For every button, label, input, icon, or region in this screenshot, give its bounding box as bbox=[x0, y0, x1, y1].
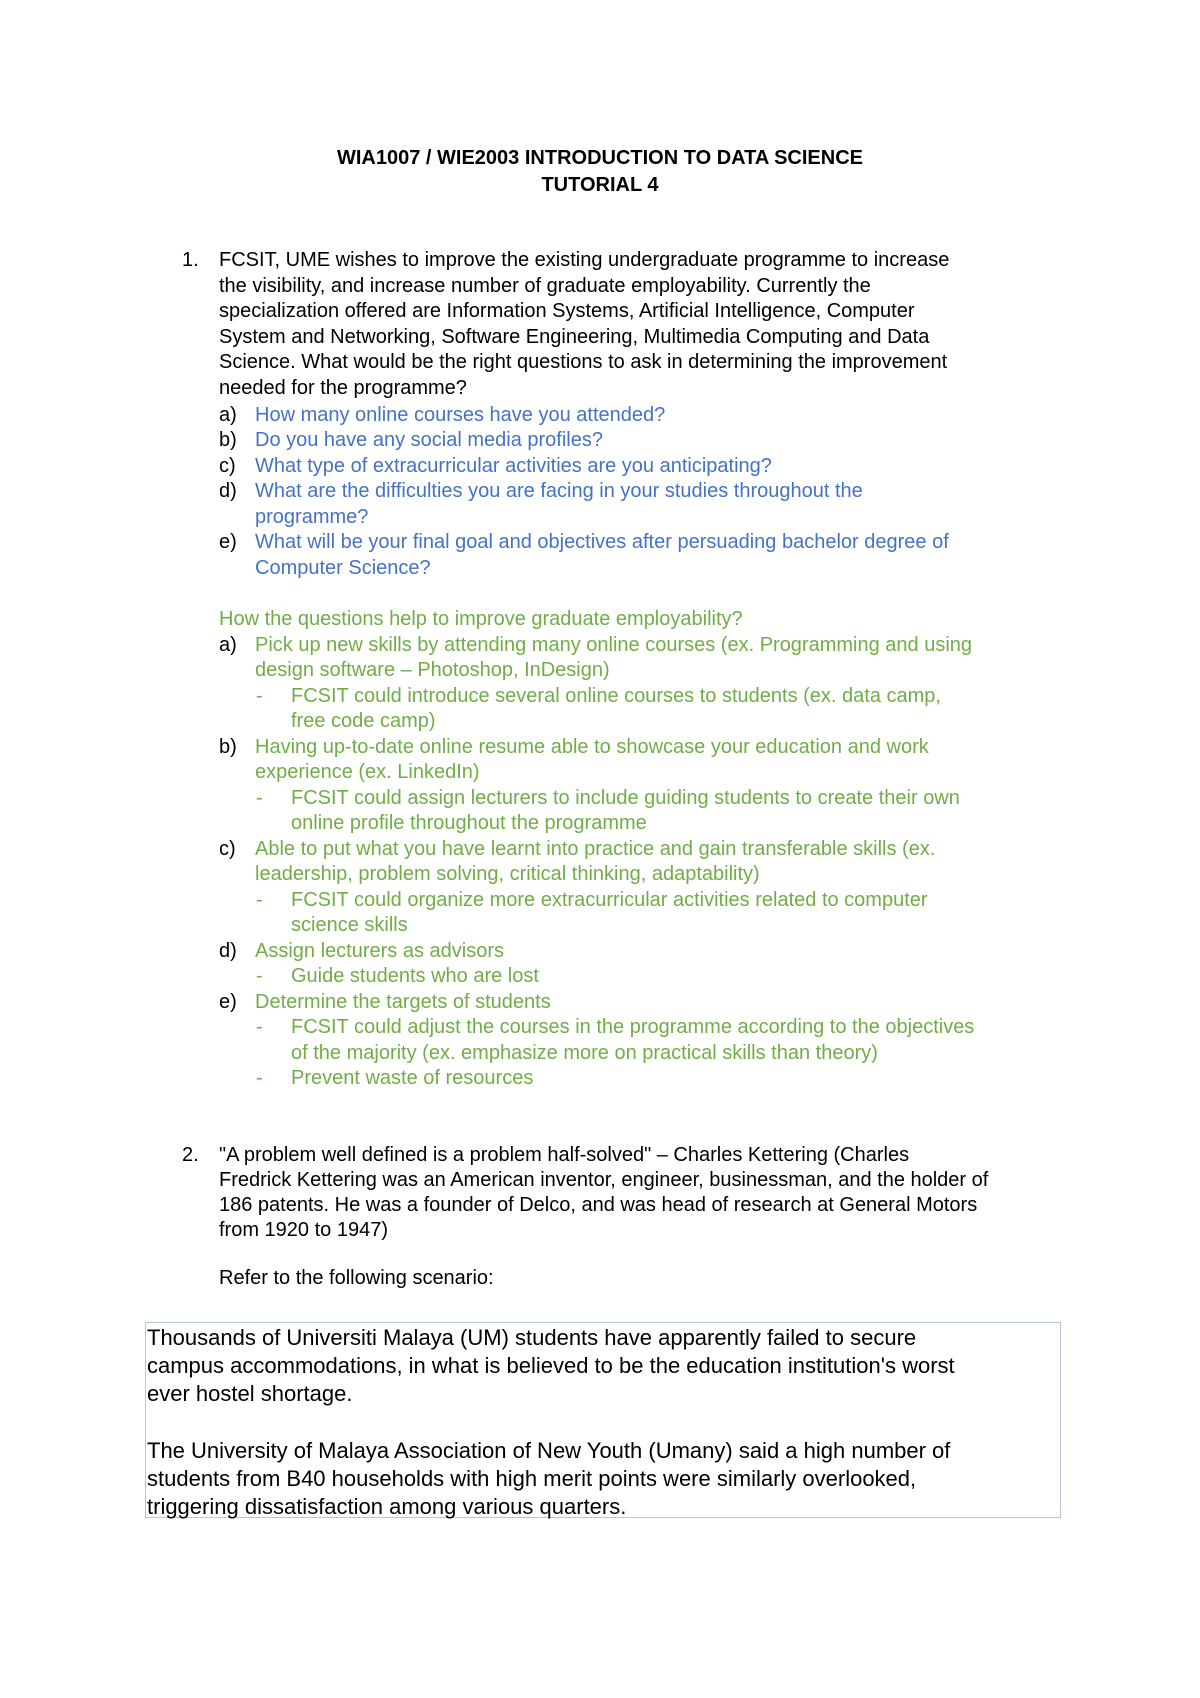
bullet-dash: - bbox=[256, 1016, 263, 1038]
improvement-subtext: of the majority (ex. emphasize more on practical skills than theory) bbox=[291, 1042, 878, 1064]
scenario-text: campus accommodations, in what is believed to be the education institution's worst bbox=[147, 1353, 955, 1378]
bullet-dash: - bbox=[256, 1067, 263, 1089]
improvement-label: a) bbox=[219, 634, 237, 656]
improvement-text: Having up-to-date online resume able to showcase your education and work bbox=[255, 736, 929, 758]
scenario-text: The University of Malaya Association of New Youth (Umany) said a high number of bbox=[147, 1438, 951, 1463]
improvement-subtext: FCSIT could introduce several online courses to students (ex. data camp, bbox=[291, 685, 941, 707]
tutorial-title: TUTORIAL 4 bbox=[541, 174, 659, 196]
improvement-subtext: Prevent waste of resources bbox=[291, 1067, 534, 1089]
question-number: 1. bbox=[182, 249, 199, 271]
bullet-dash: - bbox=[256, 787, 263, 809]
bullet-dash: - bbox=[256, 965, 263, 987]
improvement-label: c) bbox=[219, 838, 236, 860]
improvement-label: e) bbox=[219, 991, 237, 1013]
question-text: "A problem well defined is a problem half-solved" – Charles Kettering (Charles bbox=[219, 1144, 910, 1166]
scenario-text: students from B40 households with high merit points were similarly overlooked, bbox=[147, 1466, 917, 1491]
improvement-subtext: Guide students who are lost bbox=[291, 965, 539, 987]
improvement-subtext: FCSIT could adjust the courses in the programme according to the objectives bbox=[291, 1016, 975, 1038]
scenario-text: triggering dissatisfaction among various quarters. bbox=[147, 1494, 627, 1519]
question-text: Fredrick Kettering was an American inventor, engineer, businessman, and the holder of bbox=[219, 1169, 989, 1191]
answer-text: What will be your final goal and objectives after persuading bachelor degree of bbox=[255, 531, 949, 553]
answer-text: What are the difficulties you are facing in your studies throughout the bbox=[255, 480, 863, 502]
question-text: needed for the programme? bbox=[219, 377, 467, 399]
improvement-text: leadership, problem solving, critical thinking, adaptability) bbox=[255, 863, 760, 885]
improvement-label: d) bbox=[219, 940, 237, 962]
bullet-dash: - bbox=[256, 685, 263, 707]
question-text: 186 patents. He was a founder of Delco, and was head of research at General Motors bbox=[219, 1194, 978, 1216]
improvement-text: design software – Photoshop, InDesign) bbox=[255, 659, 610, 681]
question-text: specialization offered are Information Systems, Artificial Intelligence, Computer bbox=[219, 300, 915, 322]
answer-text: Do you have any social media profiles? bbox=[255, 429, 603, 451]
question-number: 2. bbox=[182, 1144, 199, 1166]
improvement-subtext: FCSIT could assign lecturers to include guiding students to create their own bbox=[291, 787, 960, 809]
answer-label: c) bbox=[219, 455, 236, 477]
improvement-subtext: free code camp) bbox=[291, 710, 436, 732]
answer-label: e) bbox=[219, 531, 237, 553]
improvement-label: b) bbox=[219, 736, 237, 758]
bullet-dash: - bbox=[256, 889, 263, 911]
answer-label: d) bbox=[219, 480, 237, 502]
improvement-text: Pick up new skills by attending many online courses (ex. Programming and using bbox=[255, 634, 973, 656]
question-text: from 1920 to 1947) bbox=[219, 1219, 388, 1241]
improvement-text: experience (ex. LinkedIn) bbox=[255, 761, 480, 783]
answer-text: How many online courses have you attended? bbox=[255, 404, 666, 426]
improvement-subtext: online profile throughout the programme bbox=[291, 812, 647, 834]
improvement-text: Assign lecturers as advisors bbox=[255, 940, 504, 962]
answer-text: What type of extracurricular activities are you anticipating? bbox=[255, 455, 772, 477]
question-text: FCSIT, UME wishes to improve the existing undergraduate programme to increase bbox=[219, 249, 950, 271]
answer-text: programme? bbox=[255, 506, 369, 528]
answer-label: b) bbox=[219, 429, 237, 451]
course-title: WIA1007 / WIE2003 INTRODUCTION TO DATA SCIENCE bbox=[336, 147, 863, 169]
answer-label: a) bbox=[219, 404, 237, 426]
question-text: the visibility, and increase number of graduate employability. Currently the bbox=[219, 275, 871, 297]
scenario-text: Thousands of Universiti Malaya (UM) students have apparently failed to secure bbox=[147, 1325, 917, 1350]
improve-heading: How the questions help to improve graduate employability? bbox=[219, 608, 743, 630]
answer-text: Computer Science? bbox=[255, 557, 431, 579]
refer-text: Refer to the following scenario: bbox=[219, 1267, 494, 1289]
improvement-text: Determine the targets of students bbox=[255, 991, 551, 1013]
scenario-text: ever hostel shortage. bbox=[147, 1381, 353, 1406]
improvement-subtext: science skills bbox=[291, 914, 408, 936]
improvement-subtext: FCSIT could organize more extracurricular activities related to computer bbox=[291, 889, 928, 911]
improvement-text: Able to put what you have learnt into practice and gain transferable skills (ex. bbox=[255, 838, 936, 860]
question-text: Science. What would be the right questions to ask in determining the improvement bbox=[219, 351, 948, 373]
question-text: System and Networking, Software Engineering, Multimedia Computing and Data bbox=[219, 326, 930, 348]
